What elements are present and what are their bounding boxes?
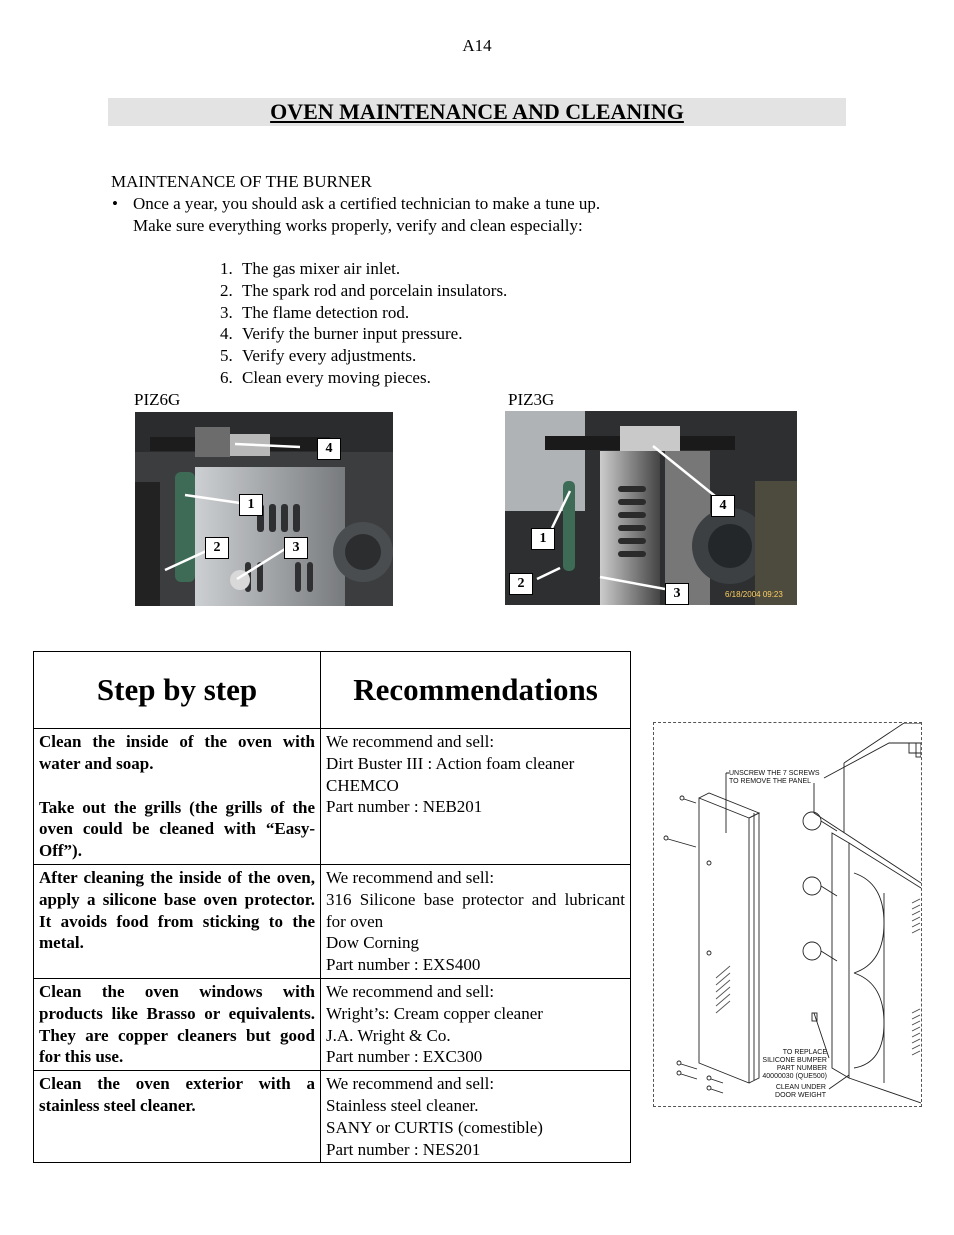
bullet-text-line1: Once a year, you should ask a certified technician to make a tune up. <box>133 194 601 213</box>
callout-label: 2 <box>509 573 533 595</box>
table-header-row <box>34 652 631 729</box>
column-header-recommendations: Recommendations <box>321 652 631 729</box>
recommendation-cell: We recommend and sell: Dirt Buster III : Action foam cleaner CHEMCO Part number : NEB201 <box>321 729 631 865</box>
step-cell: Clean the oven exterior with a stainless steel cleaner. <box>34 1071 321 1163</box>
photo-label-piz3g: PIZ3G <box>508 390 555 409</box>
bullet-icon: • <box>112 194 118 213</box>
recommendation-cell: We recommend and sell: 316 Silicone base protector and lubricant for oven Dow Corning Part number : EXS400 <box>321 864 631 978</box>
table-row <box>34 729 631 865</box>
section-heading: MAINTENANCE OF THE BURNER <box>111 172 372 191</box>
burner-photo-piz6g <box>135 412 393 606</box>
page-title: OVEN MAINTENANCE AND CLEANING <box>270 99 684 124</box>
table-row <box>34 1071 631 1163</box>
page-number: A14 <box>462 36 492 55</box>
diagram-note-bumper: TO REPLACE SILICONE BUMPER PART NUMBER 40000030 (QUE500) <box>762 1049 827 1080</box>
door-panel-diagram <box>653 722 922 1107</box>
list-item: 6. Clean every moving pieces. <box>220 367 431 387</box>
step-cell: After cleaning the inside of the oven, apply a silicone base oven protector. It avoids food from sticking to the metal. <box>34 864 321 978</box>
diagram-note-door-weight: CLEAN UNDER DOOR WEIGHT <box>775 1084 826 1099</box>
step-cell: Clean the inside of the oven with water and soap. Take out the grills (the grills of the oven could be cleaned with “Easy-Off”). <box>34 729 321 865</box>
callout-label: 3 <box>665 583 689 605</box>
callout-label: 1 <box>239 494 263 516</box>
callout-label: 4 <box>711 495 735 517</box>
burner-photo-piz3g <box>505 411 797 605</box>
burner-checklist <box>220 258 507 389</box>
photo-timestamp: 6/18/2004 09:23 <box>725 590 783 599</box>
callout-label: 1 <box>531 528 555 550</box>
recommendation-cell: We recommend and sell: Wright’s: Cream copper cleaner J.A. Wright & Co. Part number : EXC300 <box>321 978 631 1070</box>
list-item: 5. Verify every adjustments. <box>220 346 417 366</box>
column-header-step: Step by step <box>34 652 321 729</box>
callout-label: 4 <box>317 438 341 460</box>
callout-label: 2 <box>205 537 229 559</box>
photo-label-piz6g: PIZ6G <box>134 390 181 409</box>
table-row <box>34 864 631 978</box>
step-cell: Clean the oven windows with products like Brasso or equivalents. They are copper cleaners but good for this use. <box>34 978 321 1070</box>
recommendation-cell: We recommend and sell: Stainless steel cleaner. SANY or CURTIS (comestible) Part number : NES201 <box>321 1071 631 1163</box>
list-item: 1. The gas mixer air inlet. <box>220 259 401 278</box>
table-row <box>34 978 631 1070</box>
list-item: 2. The spark rod and porcelain insulators. <box>220 280 508 300</box>
callout-label: 3 <box>284 537 308 559</box>
diagram-note-screws: UNSCREW THE 7 SCREWS TO REMOVE THE PANEL <box>729 770 820 785</box>
bullet-text-line2: Make sure everything works properly, verify and clean especially: <box>133 216 583 235</box>
cleaning-table <box>33 651 631 1163</box>
list-item: 4. Verify the burner input pressure. <box>220 324 463 344</box>
list-item: 3. The flame detection rod. <box>220 302 410 322</box>
